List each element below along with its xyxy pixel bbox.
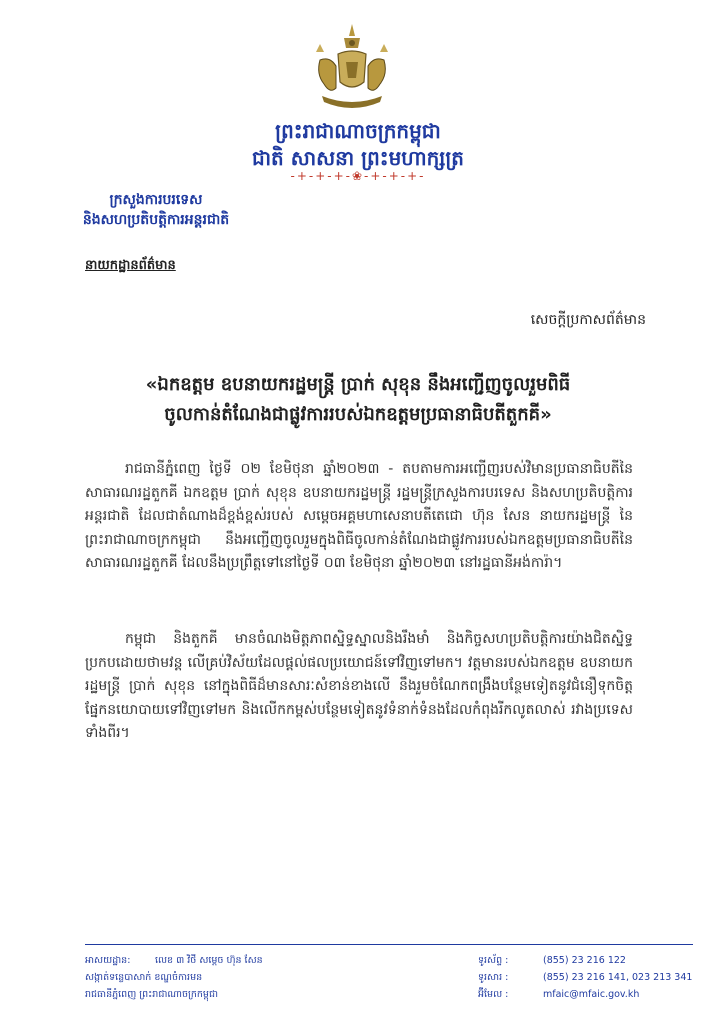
footer-contacts <box>478 952 698 1003</box>
fax-label: ទូរសារ : <box>478 972 509 983</box>
ministry-name-line1: ក្រសួងការបរទេស <box>109 192 203 208</box>
paragraph-text: កម្ពុជា និងតួកគី មានចំណងមិត្តភាពស្និទ្ធស្នាលនិងរឹងមាំ និងកិច្ចសហប្រតិបត្តិការយ៉ាងជិតស្និទ្ធប្រកបដោយថាមវន្ត លើគ្រប់វិស័យដែលផ្តល់ផលប្រយោជន៍ទៅវិញទៅមក។ វត្តមានរបស់ឯកឧត្តម ឧបនាយករដ្ឋមន្ត្រី ប្រាក់ សុខុន នៅក្នុងពិធីដ៏មានសារៈសំខាន់ខាងលើ នឹងរួមចំណែកពង្រឹងបន្ថែមទៀតនូវជំនឿទុកចិត្តផ្នែកនយោបាយទៅវិញទៅមក និងលើកកម្ពស់បន្ថែមទៀតនូវទំនាក់ទំនងដែលកំពុងរីកលូតលាស់ រវាងប្រទេសទាំងពីរ។ <box>85 631 633 741</box>
email-address[interactable]: mfaic@mfaic.gov.kh <box>543 989 640 1000</box>
headline-line1: «ឯកឧត្តម ឧបនាយករដ្ឋមន្ត្រី ប្រាក់ សុខុន នឹងអញ្ជើញចូលរួមពិធី <box>145 374 571 395</box>
body-paragraph <box>85 628 633 746</box>
address-line2: សង្កាត់ទន្លេបាសាក់ ខណ្ឌចំការមន <box>85 972 203 983</box>
phone-number: (855) 23 216 122 <box>543 955 626 966</box>
address-line3: រាជធានីភ្នំពេញ ព្រះរាជាណាចក្រកម្ពុជា <box>85 989 218 1000</box>
royal-emblem <box>310 22 394 118</box>
address-line1: លេខ ៣ វិថី សម្តេច ហ៊ុន សែន <box>155 955 263 966</box>
department-name: នាយកដ្ឋានព័ត៌មាន <box>85 258 176 273</box>
email-label: អ៊ីមែល : <box>478 989 509 1000</box>
document-type: សេចក្តីប្រកាសព័ត៌មាន <box>530 312 646 328</box>
national-motto: ជាតិ សាសនា ព្រះមហាក្សត្រ <box>252 146 464 170</box>
phone-label: ទូរស័ព្ទ : <box>478 955 509 966</box>
kingdom-name: ព្រះរាជាណាចក្រកម្ពុជា <box>275 119 441 143</box>
paragraph-text: រាជធានីភ្នំពេញ ថ្ងៃទី ០២ ខែមិថុនា ឆ្នាំ២០២៣ - តបតាមការអញ្ជើញរបស់វិមានប្រធានាធិបតីនៃសាធារណរដ្ឋតួកគី ឯកឧត្តម ប្រាក់ សុខុន ឧបនាយករដ្ឋមន្ត្រី រដ្ឋមន្ត្រីក្រសួងការបរទេស និងសហប្រតិបត្តិការអន្តរជាតិ ដែលជាតំណាងដ៏ខ្ពង់ខ្ពស់របស់ សម្តេចអគ្គមហាសេនាបតីតេជោ ហ៊ុន សែន នាយករដ្ឋមន្ត្រី នៃព្រះរាជាណាចក្រកម្ពុជា នឹងអញ្ជើញចូលរួមក្នុងពិធីចូលកាន់តំណែងជាផ្លូវការរបស់ឯកឧត្តមប្រធានាធិបតីនៃសាធារណរដ្ឋតួកគី ដែលនឹងប្រព្រឹត្តទៅនៅថ្ងៃទី ០៣ ខែមិថុនា ឆ្នាំ២០២៣ នៅរដ្ឋធានីអង់ការ៉ា។ <box>85 461 633 571</box>
footer-divider <box>85 944 693 945</box>
fax-number: (855) 23 216 141, 023 213 341 <box>543 972 693 983</box>
address-label: អាសយដ្ឋាន: <box>85 955 131 966</box>
headline-line2: ចូលកាន់តំណែងជាផ្លូវការរបស់ឯកឧត្តមប្រធានាធិបតីតួកគី» <box>164 404 552 425</box>
body-paragraph <box>85 458 633 576</box>
ornament-divider: -+-+-+-❀-+-+-+- <box>290 169 426 183</box>
ministry-name-line2: និងសហប្រតិបត្តិការអន្តរជាតិ <box>82 212 230 228</box>
footer-address <box>85 952 345 1003</box>
